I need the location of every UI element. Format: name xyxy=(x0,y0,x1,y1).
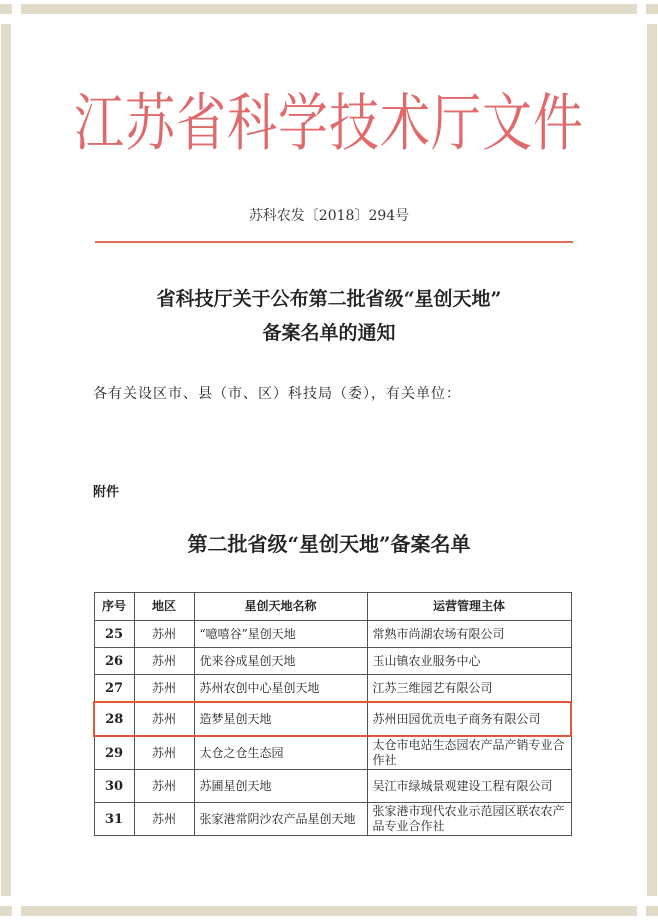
header-name: 星创天地名称 xyxy=(194,593,367,621)
cell-region: 苏州 xyxy=(134,803,194,836)
cell-region: 苏州 xyxy=(134,770,194,803)
frame-top xyxy=(21,4,637,14)
frame-bottom xyxy=(21,906,637,916)
header-region: 地区 xyxy=(134,593,194,621)
document-number: 苏科农发〔2018〕294号 xyxy=(248,208,410,224)
table-row-highlighted xyxy=(94,702,571,736)
cell-no: 30 xyxy=(94,770,134,803)
header-no: 序号 xyxy=(94,593,134,621)
red-divider xyxy=(95,241,573,243)
addressee: 各有关设区市、县（市、区）科技局（委），有关单位： xyxy=(93,386,461,402)
list-title: 第二批省级“星创天地”备案名单 xyxy=(187,532,471,556)
cell-name: 造梦星创天地 xyxy=(194,702,367,736)
cell-name: 张家港常阴沙农产品星创天地 xyxy=(194,803,367,836)
cell-operator: 太仓市电站生态园农产品产销专业合作社 xyxy=(367,736,571,770)
cell-region: 苏州 xyxy=(134,702,194,736)
table-row xyxy=(94,770,571,803)
frame-corner xyxy=(0,906,12,916)
cell-operator: 常熟市尚湖农场有限公司 xyxy=(367,621,571,648)
table-row xyxy=(94,621,571,648)
cell-region: 苏州 xyxy=(134,621,194,648)
frame-corner xyxy=(646,906,658,916)
cell-name: 苏州农创中心星创天地 xyxy=(194,675,367,703)
cell-no: 26 xyxy=(94,648,134,675)
cell-no: 28 xyxy=(94,702,134,736)
cell-region: 苏州 xyxy=(134,736,194,770)
header-operator: 运营管理主体 xyxy=(367,593,571,621)
table-row xyxy=(94,803,571,836)
cell-no: 31 xyxy=(94,803,134,836)
frame-corner xyxy=(646,4,658,14)
cell-no: 27 xyxy=(94,675,134,703)
cell-operator: 玉山镇农业服务中心 xyxy=(367,648,571,675)
notice-title-line2: 备案名单的通知 xyxy=(262,322,396,344)
frame-corner xyxy=(0,4,12,14)
cell-name: “噫嘻谷”星创天地 xyxy=(194,621,367,648)
document-header-title: 江苏省科学技术厅文件 xyxy=(74,86,584,160)
registry-table xyxy=(93,592,572,836)
table-header-row xyxy=(94,593,571,621)
table-row xyxy=(94,648,571,675)
cell-operator: 张家港市现代农业示范园区联农农产品专业合作社 xyxy=(367,803,571,836)
table-row xyxy=(94,736,571,770)
cell-name: 优来谷成星创天地 xyxy=(194,648,367,675)
table-row xyxy=(94,675,571,703)
cell-no: 29 xyxy=(94,736,134,770)
cell-operator: 江苏三维园艺有限公司 xyxy=(367,675,571,703)
cell-no: 25 xyxy=(94,621,134,648)
cell-name: 太仓之仓生态园 xyxy=(194,736,367,770)
attachment-label: 附件 xyxy=(93,485,120,500)
cell-region: 苏州 xyxy=(134,648,194,675)
notice-title-line1: 省科技厅关于公布第二批省级“星创天地” xyxy=(156,288,502,310)
notice-title xyxy=(0,282,658,350)
cell-name: 苏圃星创天地 xyxy=(194,770,367,803)
cell-operator: 苏州田园优贡电子商务有限公司 xyxy=(367,702,571,736)
cell-operator: 吴江市绿城景观建设工程有限公司 xyxy=(367,770,571,803)
cell-region: 苏州 xyxy=(134,675,194,703)
